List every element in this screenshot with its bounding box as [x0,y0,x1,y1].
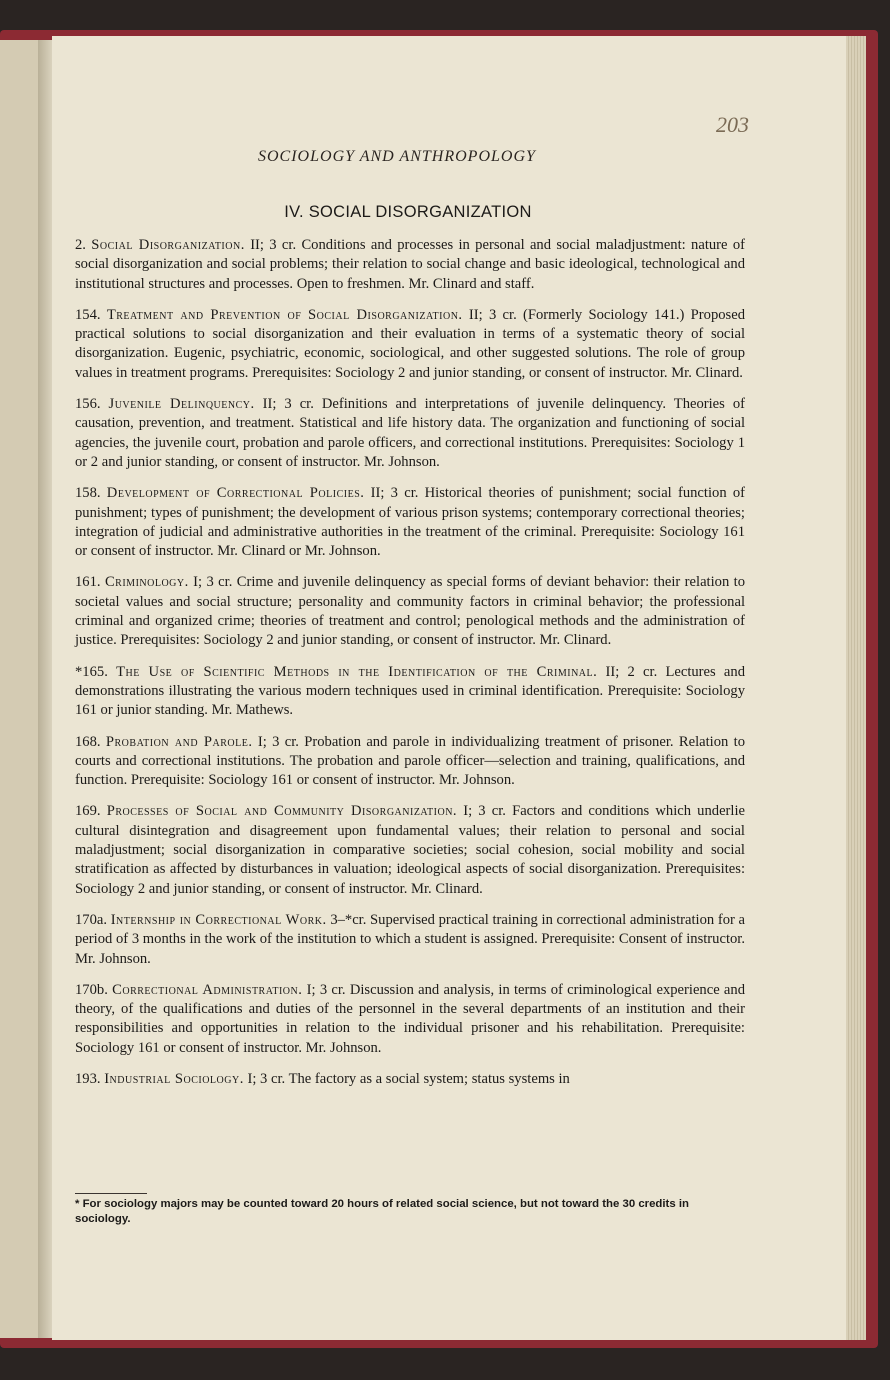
course-title: Industrial Sociology. [104,1070,244,1087]
course-title: Treatment and Prevention of Social Disorganization. [106,306,463,323]
course-entry [75,802,745,898]
course-number: 161. [75,574,105,591]
course-description: II; 2 cr. Lectures and demonstrations illustrating the various modern techniques used in criminal identification. Prerequisite: Sociology 161 or junior standing. Mr. Mathews. [75,663,745,719]
course-number: 154. [75,306,107,323]
course-number: 2. [75,237,92,253]
course-description: I; 3 cr. Probation and parole in individualizing treatment of prisoner. Relation to courts and correctional institutions. The probation and parole officer—selection and training, qualifications, and function. Prerequisite: Sociology 161 or consent of instructor. Mr. Johnson. [75,733,746,789]
course-number: *165. [75,663,117,680]
course-entry [75,733,745,791]
course-entry [75,981,745,1058]
footnote: * For sociology majors may be counted toward 20 hours of related social science, but not toward the 30 credits in sociology. [75,1198,689,1225]
course-number: 168. [75,733,106,750]
course-description: I; 3 cr. The factory as a social system; status systems in [243,1070,570,1087]
running-header: SOCIOLOGY AND ANTHROPOLOGY [258,148,536,165]
course-number: 156. [75,396,109,413]
course-entry [75,395,745,472]
course-description: II; 3 cr. (Formerly Sociology 141.) Proposed practical solutions to social disorganization and their evaluation in terms of a systematic theory of social disorganization. Eugenic, psychiatric, economic, sociological, and other suggested solutions. The role of group values in treatment programs. Prerequisites: Sociology 2 and junior standing, or consent of instructor. Mr. Clinard. [75,306,745,381]
course-entry [75,1070,745,1089]
course-number: 169. [75,803,107,820]
course-number: 170a. [75,911,111,928]
course-description: II; 3 cr. Definitions and interpretations of juvenile delinquency. Theories of causation, prevention, and treatment. Statistical and life history data. The organization and functioning of social agencies, the juvenile court, probation and parole officers, and correctional institutions. Prerequisites: Sociology 1 or 2 and junior standing, or consent of instructor. Mr. Johnson. [75,396,745,470]
course-title: Development of Correctional Policies. [106,485,365,502]
course-number: 158. [75,485,107,502]
course-number: 170b. [75,981,113,998]
course-description: I; 3 cr. Factors and conditions which underlie cultural disintegration and disagreement upon fundamental values; their relation to personal and social maladjustment; social disorganization in comparative societies; social cohesion, social mobility and social stratification as affected by disturbances in valuation; ideological aspects of social disorganization. Prerequisites: Sociology 2 and junior standing, or consent of instructor. Mr. Clinard. [75,803,746,897]
course-description: I; 3 cr. Crime and juvenile delinquency as special forms of deviant behavior: their relation to societal values and social structure; personality and community factors in criminal behavior; the professional criminal and organized crime; theories of treatment and control; penological methods and the administration of justice. Prerequisites: Sociology 2 and junior standing, or consent of instructor. Mr. Clinard. [75,574,745,649]
course-title: Probation and Parole. [105,733,253,750]
course-title: Juvenile Delinquency. [108,396,255,413]
course-title: Criminology. [104,574,189,591]
footnote-divider [75,1193,147,1194]
course-title: Processes of Social and Community Disorganization. [106,803,458,820]
course-title: Social Disorganization. [91,237,245,253]
course-list [75,236,745,1101]
course-entry [75,663,745,721]
handwritten-page-number: 203 [716,112,749,137]
course-number: 193. [75,1070,105,1087]
course-entry [75,484,745,561]
course-entry [75,306,745,383]
course-title: The Use of Scientific Methods in the Identification of the Criminal. [116,663,598,680]
course-entry [75,236,745,294]
course-description: I; 3 cr. Discussion and analysis, in terms of criminological experience and theory, of the qualifications and duties of the personnel in the several departments of an institution and their responsibilities and opportunities in relation to the individual prisoner and his rehabilitation. Prerequisite: Sociology 161 or consent of instructor. Mr. Johnson. [75,981,746,1056]
course-entry [75,573,745,650]
course-title: Correctional Administration. [112,981,303,998]
page-stack-edge [846,36,866,1340]
section-title: IV. SOCIAL DISORGANIZATION [284,203,532,221]
course-description: 3–*cr. Supervised practical training in correctional administration for a period of 3 months in the work of the institution to which a student is assigned. Prerequisite: Consent of instructor. Mr. Johnson. [75,911,746,967]
course-description: II; 3 cr. Historical theories of punishment; social function of punishment; types of punishment; the development of various prison systems; contemporary correctional theories; integration of judicial and administrative authorities in the treatment of the criminal. Prerequisite: Sociology 161 or consent of instructor. Mr. Clinard or Mr. Johnson. [75,485,746,560]
course-description: II; 3 cr. Conditions and processes in personal and social maladjustment: nature of social disorganization and social problems; their relation to social change and basic ideological, technological and institutional structures and processes. Open to freshmen. Mr. Clinard and staff. [75,237,745,292]
course-title: Internship in Correctional Work. [110,911,327,928]
course-entry [75,911,745,969]
